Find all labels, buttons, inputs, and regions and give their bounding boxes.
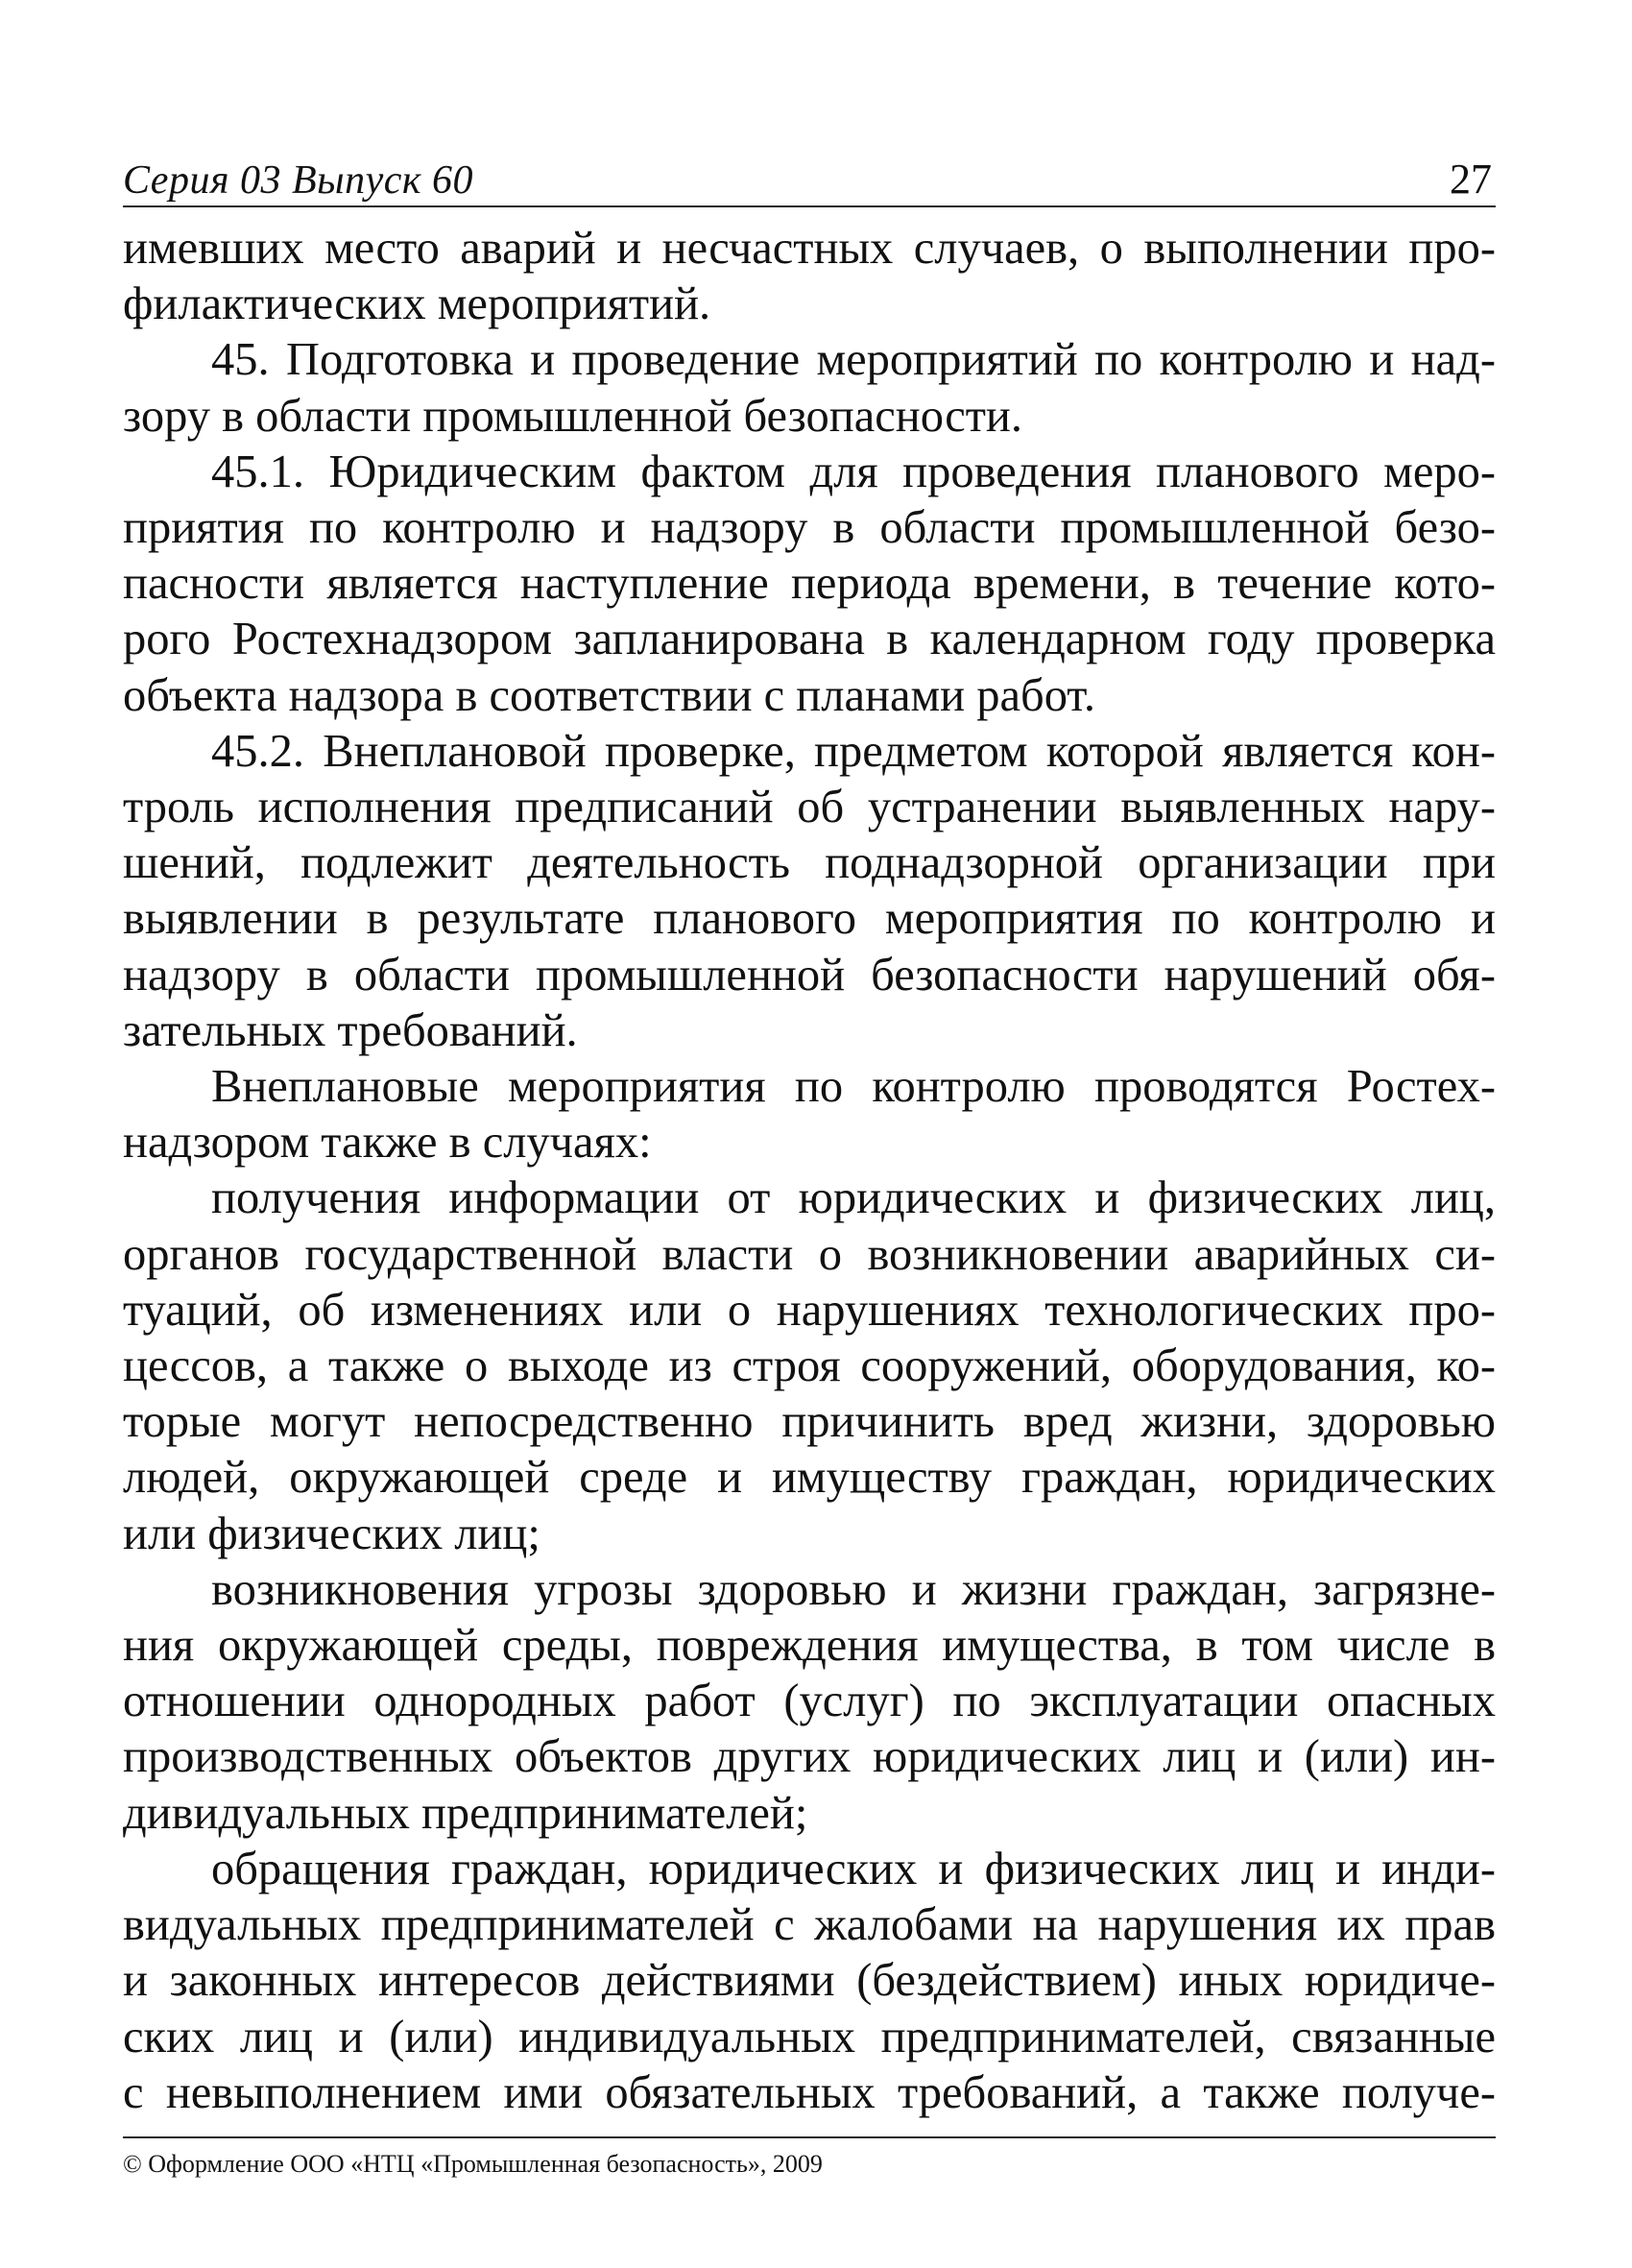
text-line: имевших место аварий и несчастных случаев, о выполнении про-	[123, 223, 1496, 274]
text-line: шений, подлежит деятельность поднадзорной организации при	[123, 837, 1496, 889]
series-title: Серия 03 Выпуск 60	[123, 158, 473, 203]
text-line: отношении однородных работ (услуг) по эксплуатации опасных	[123, 1676, 1496, 1727]
text-line: рого Ростехнадзором запланирована в календарном году проверка	[123, 614, 1496, 665]
text-line: зору в области промышленной безопасности.	[123, 390, 1023, 442]
text-line: объекта надзора в соответствии с планами работ.	[123, 669, 1095, 721]
text-line: Внеплановые мероприятия по контролю проводятся Ростех-	[211, 1061, 1496, 1113]
text-line: зательных требований.	[123, 1004, 578, 1056]
text-line: производственных объектов других юридических лиц и (или) ин-	[123, 1731, 1496, 1783]
text-line: троль исполнения предписаний об устранении выявленных нару-	[123, 782, 1496, 833]
footer-copyright: © Оформление ООО «НТЦ «Промышленная безопасность», 2009	[123, 2136, 1496, 2179]
text-line: туаций, об изменениях или о нарушениях технологических про-	[123, 1284, 1496, 1336]
text-line: видуальных предпринимателей с жалобами на нарушения их прав	[123, 1899, 1496, 1951]
text-line: торые могут непосредственно причинить вред жизни, здоровью	[123, 1396, 1496, 1448]
text-line: или физических лиц;	[123, 1508, 540, 1559]
text-line: обращения граждан, юридических и физических лиц и инди-	[211, 1843, 1496, 1894]
text-line: ских лиц и (или) индивидуальных предпринимателей, связанные	[123, 2011, 1496, 2063]
page-number: 27	[1450, 156, 1492, 203]
text-line: дивидуальных предпринимателей;	[123, 1787, 808, 1839]
text-line: с невыполнением ими обязательных требований, а также получе-	[123, 2066, 1496, 2118]
text-line: людей, окружающей среде и имуществу граждан, юридических	[123, 1452, 1496, 1504]
text-line: надзором также в случаях:	[123, 1117, 652, 1169]
text-line: выявлении в результате планового мероприятия по контролю и	[123, 893, 1496, 945]
text-line: пасности является наступление периода времени, в течение кото-	[123, 558, 1496, 610]
text-line: органов государственной власти о возникновении аварийных си-	[123, 1228, 1496, 1280]
text-line: получения информации от юридических и физических лиц,	[211, 1172, 1496, 1224]
text-line: надзору в области промышленной безопасности нарушений обя-	[123, 949, 1496, 1001]
text-line: цессов, а также о выходе из строя сооружений, оборудования, ко-	[123, 1340, 1496, 1392]
text-line: и законных интересов действиями (бездействием) иных юридиче-	[123, 1955, 1496, 2007]
text-line: возникновения угрозы здоровью и жизни граждан, загрязне-	[211, 1563, 1496, 1615]
text-line: 45.2. Внеплановой проверке, предметом которой является кон-	[211, 725, 1496, 777]
body-text	[123, 221, 1496, 2121]
text-line: приятия по контролю и надзору в области промышленной безо-	[123, 502, 1496, 554]
text-line: 45. Подготовка и проведение мероприятий по контролю и над-	[211, 334, 1496, 386]
text-line: 45.1. Юридическим фактом для проведения планового меро-	[211, 446, 1496, 497]
page	[123, 144, 1496, 2121]
text-line: филактических мероприятий.	[123, 278, 711, 330]
running-header	[123, 144, 1496, 207]
text-line: ния окружающей среды, повреждения имущества, в том числе в	[123, 1620, 1496, 1672]
